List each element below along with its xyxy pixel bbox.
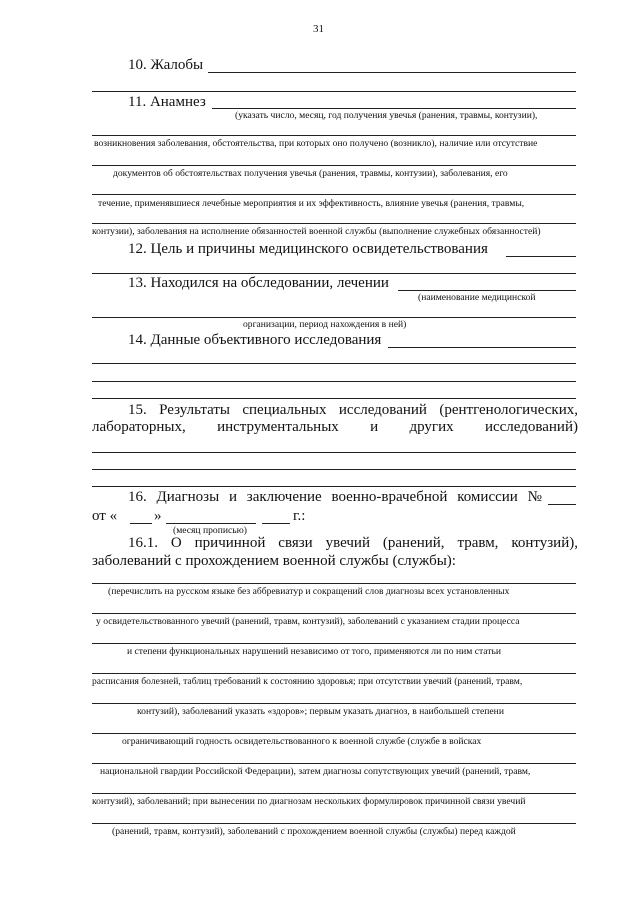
treatment-hint-1: (наименование медицинской	[418, 292, 536, 303]
diagnosis-hint-6: ограничивающий годность освидетельствованного к военной службе (службе в войсках	[122, 736, 482, 747]
date-month-field[interactable]	[166, 523, 256, 524]
diagnosis-fill-line-6[interactable]	[92, 733, 576, 734]
s15-w5: (рентгенологических,	[439, 402, 578, 418]
s16-w6: комиссии	[457, 489, 518, 505]
diagnosis-fill-line-8[interactable]	[92, 793, 576, 794]
objective-fill-line[interactable]	[388, 347, 576, 348]
s16-w5: военно-врачебной	[331, 489, 448, 505]
section-11-label: 11. Анамнез	[128, 94, 206, 110]
diagnosis-fill-line-7[interactable]	[92, 763, 576, 764]
diagnosis-hint-5: контузий), заболеваний указать «здоров»; первым указать диагноз, в наибольшей степени	[137, 706, 504, 717]
section-16-1-line-1	[128, 536, 578, 551]
objective-fill-line-4[interactable]	[92, 398, 576, 399]
section-15-line-2	[92, 420, 578, 435]
objective-fill-line-2[interactable]	[92, 363, 576, 364]
s16-w2: Диагнозы	[156, 489, 220, 505]
anamnesis-hint-5: контузии), заболевания на исполнение обязанностей военной службы (выполнение служебных обязанностей)	[92, 226, 541, 237]
s161-w5: увечий	[325, 535, 370, 551]
s161-w8: контузий),	[511, 535, 578, 551]
s161-w7: травм,	[457, 535, 499, 551]
anamnesis-fill-line-3[interactable]	[92, 165, 576, 166]
section-13-label: 13. Находился на обследовании, лечении	[128, 275, 389, 291]
s15-w9: других	[409, 419, 454, 435]
s15-w10: исследований)	[484, 419, 578, 435]
diagnosis-hint-8: контузий), заболеваний; при вынесении по диагнозам нескольких формулировок причинной связи увечий	[92, 796, 526, 807]
diagnosis-hint-7: национальной гвардии Российской Федерации), затем диагнозы сопутствующих увечий (ранений, травм,	[100, 766, 531, 777]
complaints-fill-line[interactable]	[208, 72, 576, 73]
date-day-field[interactable]	[130, 523, 152, 524]
anamnesis-fill-line[interactable]	[212, 108, 576, 109]
diagnosis-hint-1: (перечислить на русском языке без аббревиатур и сокращений слов диагнозы всех установленных	[108, 586, 510, 597]
s161-w3: причинной	[194, 535, 266, 551]
date-year-field[interactable]	[262, 523, 290, 524]
section-10-label: 10. Жалобы	[128, 57, 204, 73]
diagnosis-hint-4: расписания болезней, таблиц требований к состоянию здоровья; при отсутствии увечий (ранений, травм,	[92, 676, 523, 687]
section-16-1-line-2: заболеваний с прохождением военной службы (службы):	[92, 553, 456, 569]
diagnosis-fill-line-2[interactable]	[92, 613, 576, 614]
section-14-label: 14. Данные объективного исследования	[128, 332, 382, 348]
diagnosis-fill-line-3[interactable]	[92, 643, 576, 644]
month-hint: (месяц прописью)	[173, 525, 247, 536]
diagnosis-hint-9: (ранений, травм, контузий), заболеваний с прохождением военной службы (службы) перед каждой	[112, 826, 516, 837]
purpose-fill-line[interactable]	[506, 256, 576, 257]
diagnosis-hint-2: у освидетельствованного увечий (ранений, травм, контузий), заболеваний с указанием стадии процесса	[96, 616, 520, 627]
diagnosis-fill-line-9[interactable]	[92, 823, 576, 824]
s161-w6: (ранений,	[382, 535, 445, 551]
diagnosis-fill-line-4[interactable]	[92, 673, 576, 674]
s161-w4: связи	[278, 535, 313, 551]
treatment-fill-line[interactable]	[398, 290, 576, 291]
objective-fill-line-3[interactable]	[92, 381, 576, 382]
anamnesis-hint-2: возникновения заболевания, обстоятельства, при которых оно получено (возникло), наличие или отсутствие	[94, 138, 538, 149]
results-fill-line-3[interactable]	[92, 486, 576, 487]
s161-w1: 16.1.	[128, 535, 158, 551]
anamnesis-hint-3: документов об обстоятельствах получения увечья (ранения, травмы, контузии), заболевания, его	[113, 168, 508, 179]
s15-w7: инструментальных	[217, 419, 339, 435]
treatment-fill-line-2[interactable]	[92, 317, 576, 318]
date-year-label: г.:	[293, 508, 306, 524]
s16-w4: заключение	[246, 489, 322, 505]
section-15-line-1	[128, 403, 578, 418]
s16-w3: и	[228, 489, 237, 505]
diagnosis-hint-3: и степени функциональных нарушений независимо от того, применяются ли по ним статьи	[127, 646, 501, 657]
s15-w8: и	[370, 419, 379, 435]
s16-w1: 16.	[128, 489, 147, 505]
anamnesis-hint-4: течение, применявшиеся лечебные мероприятия и их эффективность, влияние увечья (ранения, травмы,	[98, 198, 525, 209]
date-from-label: от «	[92, 508, 118, 524]
section-16-line-1	[128, 490, 542, 505]
s15-w3: специальных	[242, 402, 327, 418]
diagnosis-fill-line-5[interactable]	[92, 703, 576, 704]
s15-w2: Результаты	[159, 402, 230, 418]
diagnosis-fill-line-1[interactable]	[92, 583, 576, 584]
treatment-hint-2: организации, период нахождения в ней)	[243, 319, 407, 330]
s15-w4: исследований	[338, 402, 427, 418]
s161-w2: О	[170, 535, 182, 551]
purpose-fill-line-2[interactable]	[92, 273, 576, 274]
s16-w7: №	[527, 489, 542, 505]
date-close-quote: »	[154, 508, 162, 524]
anamnesis-hint-1: (указать число, месяц, год получения увечья (ранения, травмы, контузии),	[235, 110, 538, 121]
anamnesis-fill-line-5[interactable]	[92, 223, 576, 224]
results-fill-line[interactable]	[92, 452, 576, 453]
complaints-fill-line-2[interactable]	[92, 91, 576, 92]
s15-w6: лабораторных,	[92, 419, 186, 435]
anamnesis-fill-line-4[interactable]	[92, 194, 576, 195]
commission-number-field[interactable]	[548, 504, 576, 505]
results-fill-line-2[interactable]	[92, 469, 576, 470]
anamnesis-fill-line-2[interactable]	[92, 135, 576, 136]
page-number: 31	[313, 23, 324, 35]
section-12-label: 12. Цель и причины медицинского освидетельствования	[128, 241, 488, 257]
s15-w1: 15.	[128, 402, 147, 418]
